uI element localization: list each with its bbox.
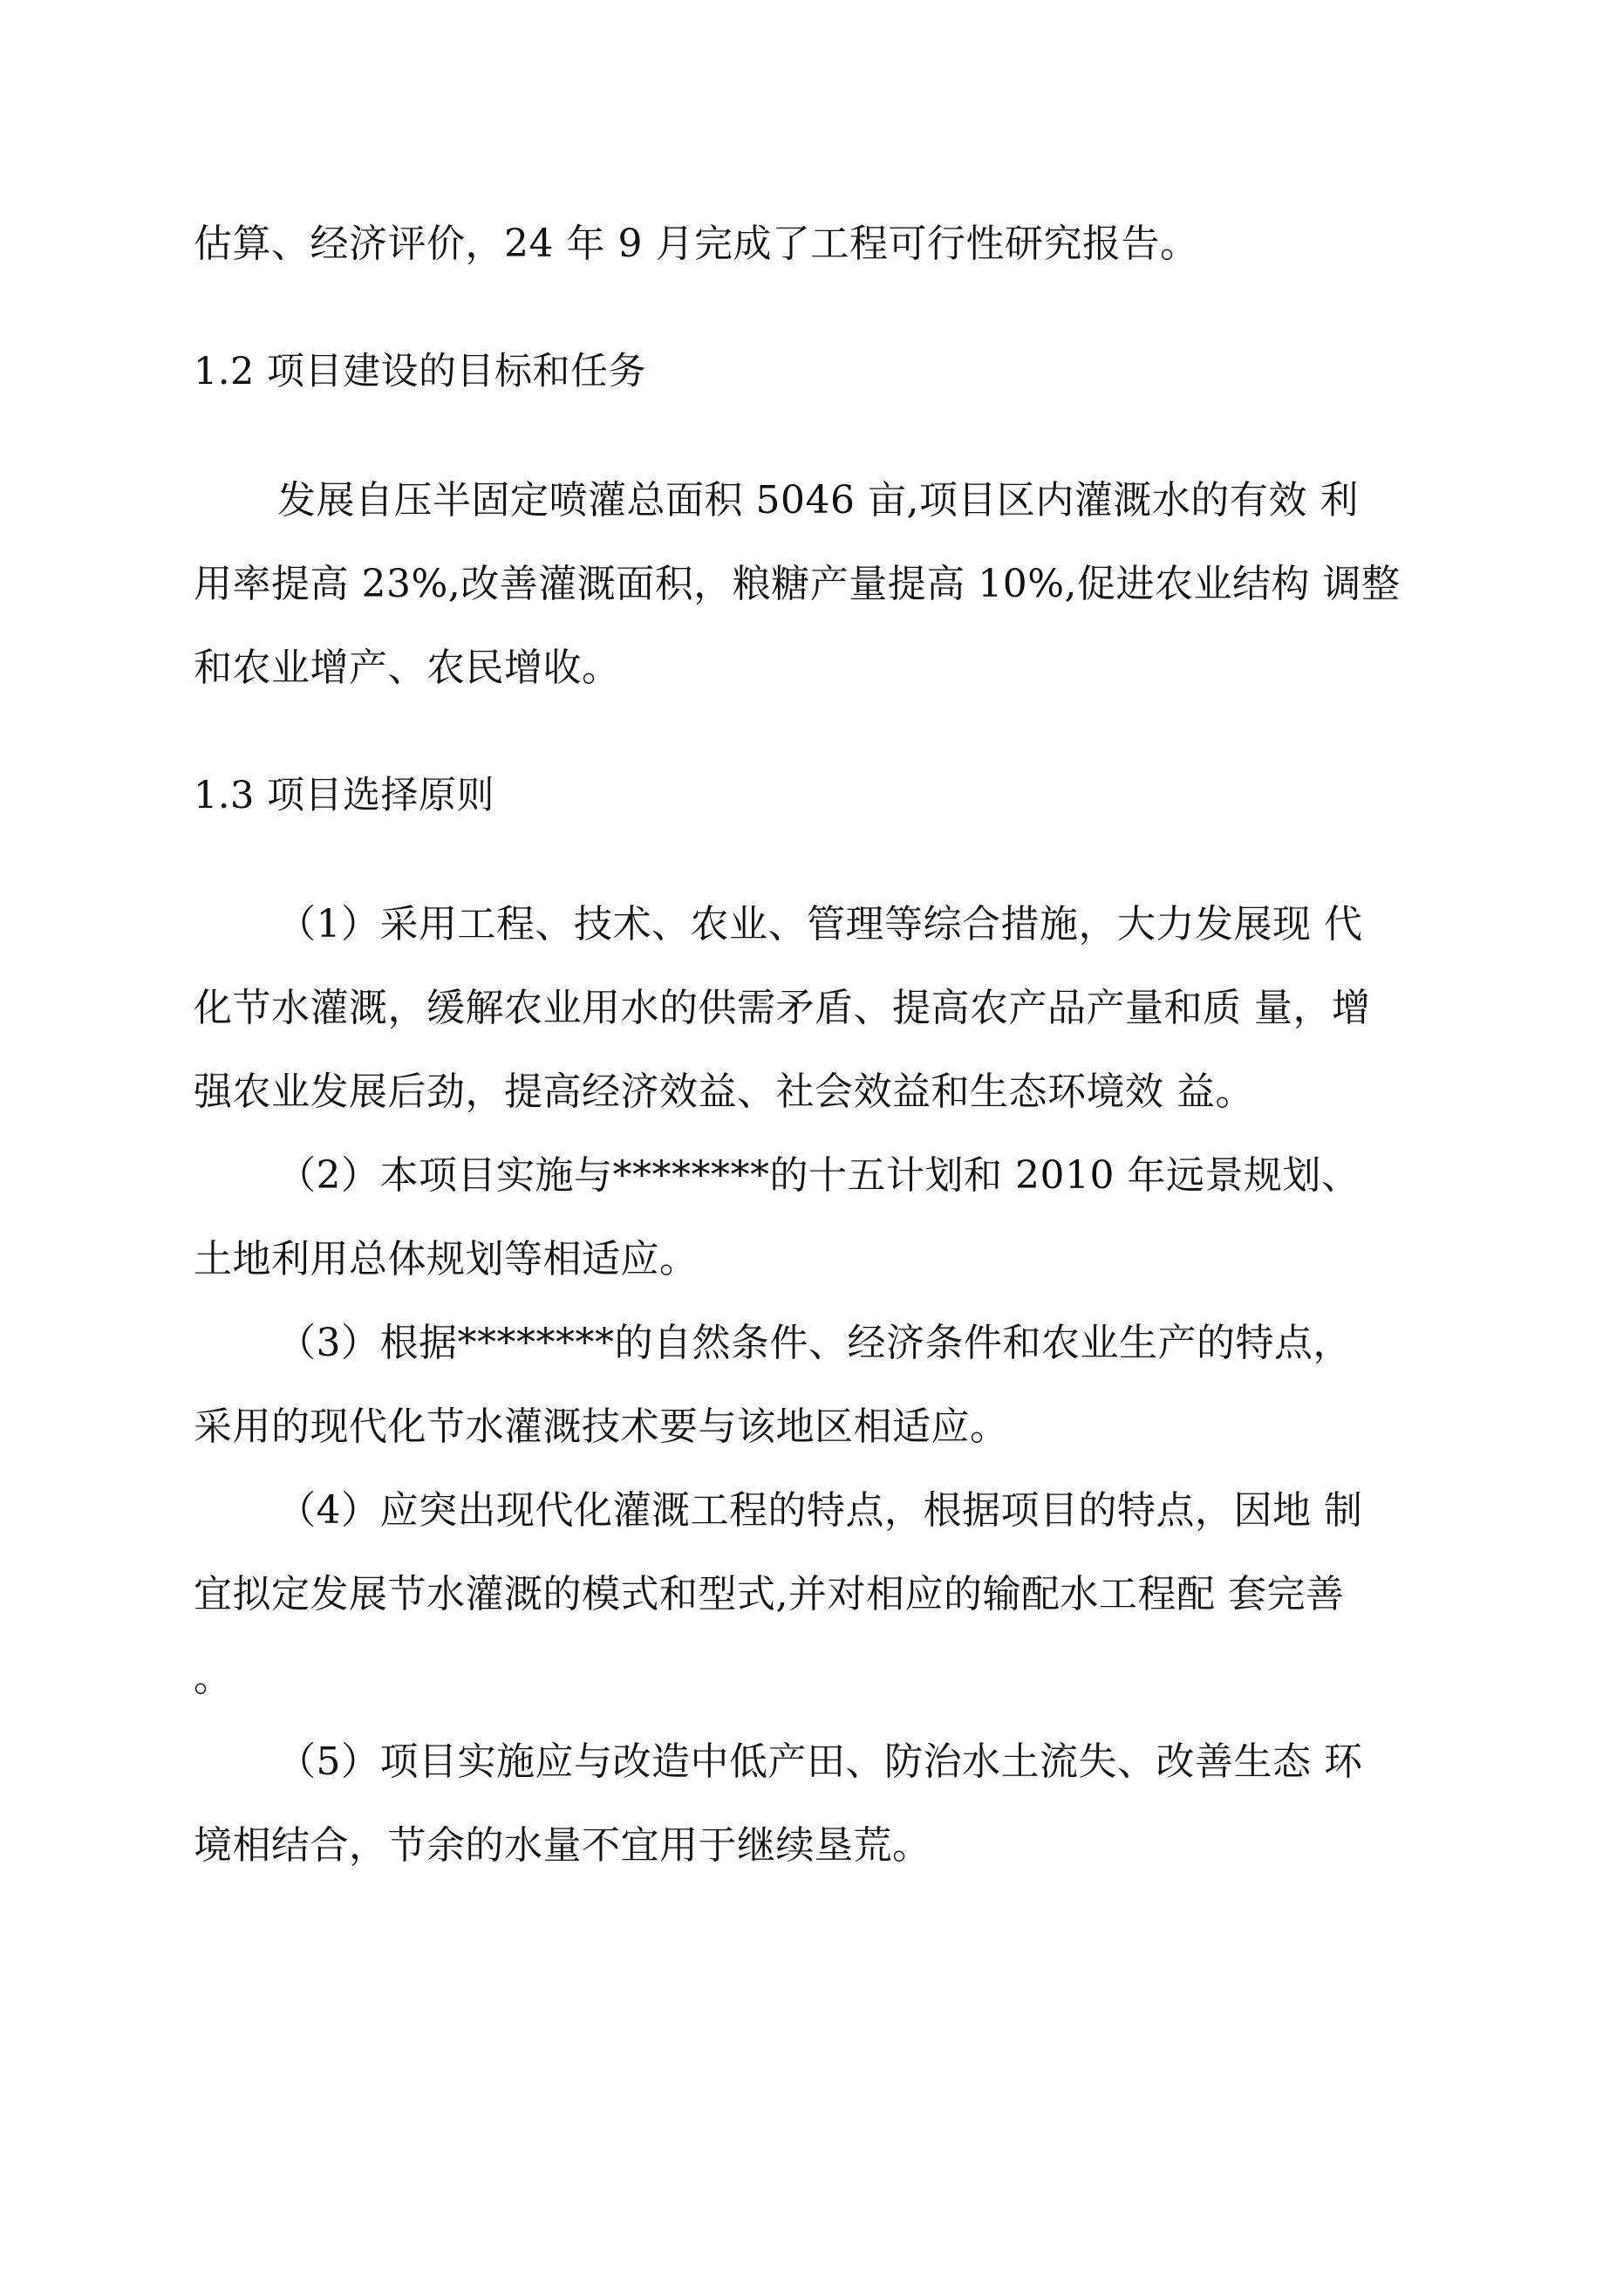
text-line-continuation: 估算、经济评价，24 年 9 月完成了工程可行性研究报告。 [194, 222, 1199, 266]
principle-4-line-2: 宜拟定发展节水灌溉的模式和型式,并对相应的输配水工程配 套完善 [194, 1572, 1345, 1616]
principle-5-line-2: 境相结合，节余的水量不宜用于继续垦荒。 [194, 1823, 931, 1868]
principle-1-line-2: 化节水灌溉，缓解农业用水的供需矛盾、提高农产品产量和质 量，增 [194, 986, 1371, 1030]
paragraph-goals-line-3: 和农业增产、农民增收。 [194, 646, 621, 690]
principle-2-line-2: 土地利用总体规划等相适应。 [194, 1237, 699, 1281]
paragraph-goals-line-1: 发展自压半固定喷灌总面积 5046 亩,项目区内灌溉水的有效 利 [277, 478, 1359, 523]
principle-3-line-1: （3）根据********的自然条件、经济条件和农业生产的特点， [277, 1321, 1352, 1365]
paragraph-goals-line-2: 用率提高 23%,改善灌溉面积，粮糖产量提高 10%,促进农业结构 调整 [194, 562, 1401, 606]
principle-1-line-1: （1）采用工程、技术、农业、管理等综合措施，大力发展现 代 [277, 902, 1363, 946]
section-heading-1-3: 1.3 项目选择原则 [194, 774, 495, 817]
principle-4-line-1: （4）应突出现代化灌溉工程的特点，根据项目的特点，因地 制 [277, 1488, 1363, 1533]
principle-1-line-3: 强农业发展后劲，提高经济效益、社会效益和生态环境效 益。 [194, 1069, 1254, 1114]
principle-3-line-2: 采用的现代化节水灌溉技术要与该地区相适应。 [194, 1404, 1009, 1449]
principle-2-line-1: （2）本项目实施与********的十五计划和 2010 年远景规划、 [277, 1153, 1360, 1198]
principle-5-line-1: （5）项目实施应与改造中低产田、防治水土流失、改善生态 环 [277, 1739, 1363, 1784]
section-heading-1-2: 1.2 项目建设的目标和任务 [194, 350, 647, 393]
principle-4-line-3: 。 [194, 1656, 233, 1700]
